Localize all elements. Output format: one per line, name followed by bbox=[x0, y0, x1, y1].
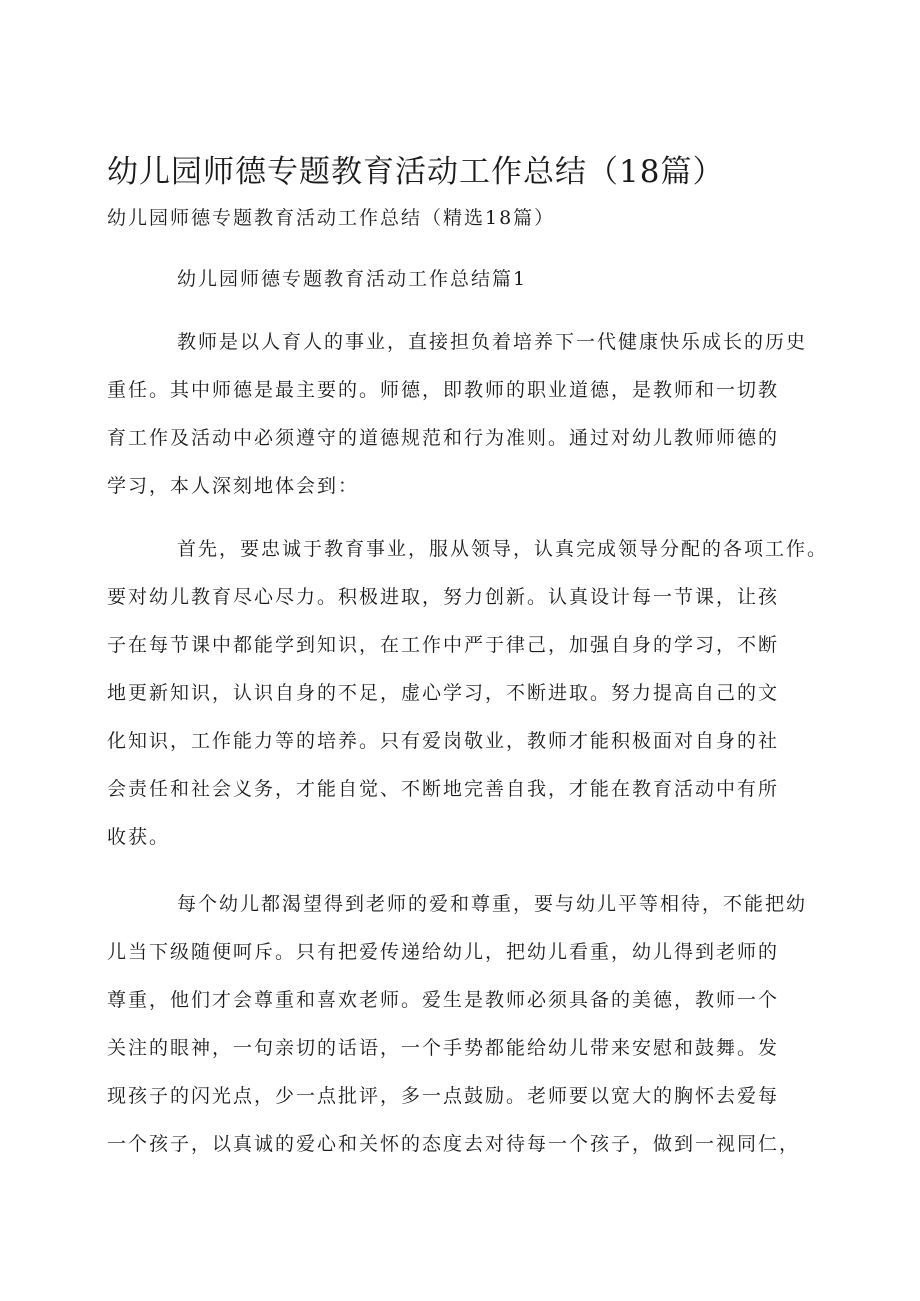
paragraph-line: 儿当下级随便呵斥。只有把爱传递给幼儿，把幼儿看重，幼儿得到老师的 bbox=[107, 941, 780, 963]
section-heading: 幼儿园师德专题教育活动工作总结篇1 bbox=[177, 268, 528, 290]
paragraph-3 bbox=[107, 880, 807, 1168]
paragraph-line: 要对幼儿教育尽心尽力。积极进取，努力创新。认真设计每一节课，让孩 bbox=[107, 586, 780, 608]
paragraph-line: 育工作及活动中必须遵守的道德规范和行为准则。通过对幼儿教师师德的 bbox=[107, 427, 780, 449]
paragraph-line: 每个幼儿都渴望得到老师的爱和尊重，要与幼儿平等相待，不能把幼 bbox=[177, 893, 808, 915]
paragraph-line: 子在每节课中都能学到知识，在工作中严于律己，加强自身的学习，不断 bbox=[107, 634, 780, 656]
paragraph-line: 一个孩子，以真诚的爱心和关怀的态度去对待每一个孩子，做到一视同仁， bbox=[107, 1133, 801, 1155]
document-title: 幼儿园师德专题教育活动工作总结（18篇） bbox=[107, 154, 725, 190]
paragraph-line: 化知识，工作能力等的培养。只有爱岗敬业，教师才能积极面对自身的社 bbox=[107, 730, 780, 752]
paragraph-line: 首先，要忠诚于教育事业，服从领导，认真完成领导分配的各项工作。 bbox=[177, 538, 829, 560]
paragraph-line: 收获。 bbox=[107, 826, 171, 848]
document-subtitle: 幼儿园师德专题教育活动工作总结（精选18篇） bbox=[107, 207, 556, 229]
paragraph-line: 教师是以人育人的事业，直接担负着培养下一代健康快乐成长的历史 bbox=[177, 331, 808, 353]
paragraph-line: 关注的眼神，一句亲切的话语，一个手势都能给幼儿带来安慰和鼓舞。发 bbox=[107, 1037, 780, 1059]
paragraph-line: 会责任和社会义务，才能自觉、不断地完善自我，才能在教育活动中有所 bbox=[107, 778, 780, 800]
paragraph-2 bbox=[107, 525, 829, 861]
paragraph-1 bbox=[107, 318, 807, 510]
paragraph-line: 尊重，他们才会尊重和喜欢老师。爱生是教师必须具备的美德，教师一个 bbox=[107, 989, 780, 1011]
paragraph-line: 地更新知识，认识自身的不足，虚心学习，不断进取。努力提高自己的文 bbox=[107, 682, 780, 704]
paragraph-line: 重任。其中师德是最主要的。师德，即教师的职业道德，是教师和一切教 bbox=[107, 379, 780, 401]
paragraph-line: 学习，本人深刻地体会到： bbox=[107, 475, 360, 497]
paragraph-line: 现孩子的闪光点，少一点批评，多一点鼓励。老师要以宽大的胸怀去爱每 bbox=[107, 1085, 780, 1107]
